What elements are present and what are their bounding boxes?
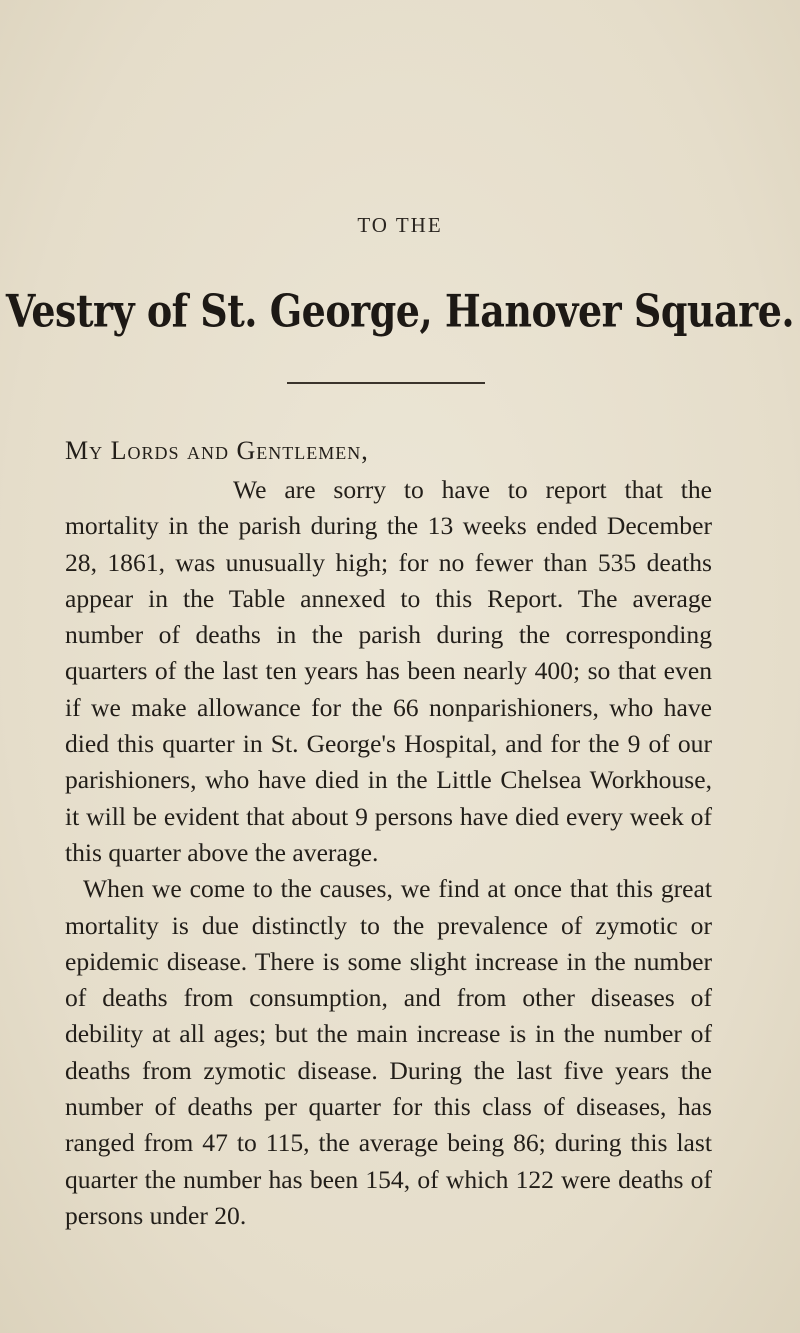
salutation: My Lords and Gentlemen, (65, 436, 369, 465)
paragraph-1: We are sorry to have to report that the mortality in the parish during the 13 weeks ended December 28, 1861, was unusually high; for no fewer than 535 deaths appear in the Table annexed to this Report. The average number of deaths in the parish during the corresponding quarters of the last ten years has been nearly 400; so that even if we make allowance for the 66 nonparishioners, who have died this quarter in St. George's Hospital, and for the 9 of our parishioners, who have died in the Little Chelsea Workhouse, it will be evident that about 9 persons have died every week of this quarter above the average. (65, 475, 712, 867)
horizontal-rule (287, 382, 485, 384)
body-text (65, 472, 712, 1234)
heading-to: TO THE (357, 213, 443, 237)
heading-title: Vestry of St. George, Hanover Square. (5, 283, 795, 338)
paragraph-2: When we come to the causes, we find at once that this great mortality is due distinctly to the prevalence of zymotic or epidemic disease. There is some slight increase in the number of deaths from consumption, and from other diseases of debility at all ages; but the main increase is in the number of deaths from zymotic disease. During the last five years the number of deaths per quarter for this class of diseases, has ranged from 47 to 115, the average being 86; during this last quarter the number has been 154, of which 122 were deaths of persons under 20. (65, 874, 712, 1230)
